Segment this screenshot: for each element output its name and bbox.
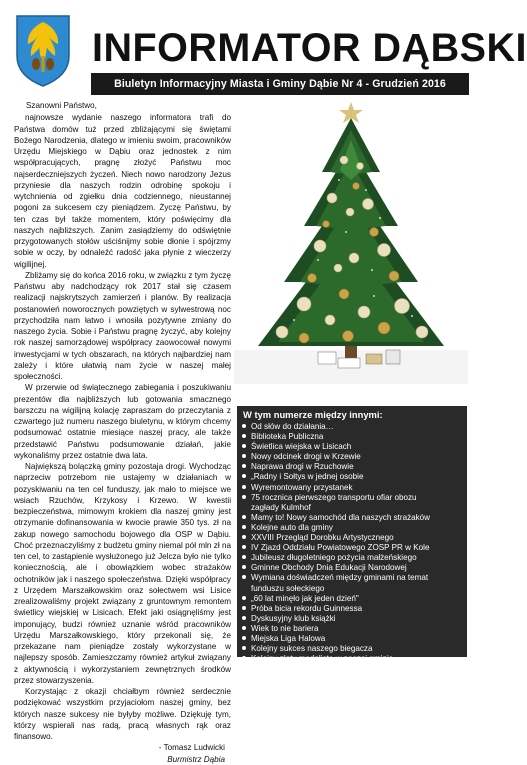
letter-signature-role: Burmistrz Dąbia: [167, 754, 225, 764]
bullet-icon: [242, 575, 246, 579]
newsletter-subtitle: Biuletyn Informacyjny Miasta i Gminy Dąbie Nr 4 - Grudzień 2016: [91, 73, 469, 95]
toc-item: Jubileusz długoletniego pożycia małżeńskiego: [242, 553, 467, 563]
bullet-icon: [242, 444, 246, 448]
bullet-icon: [242, 424, 246, 428]
toc-item: Gminne Obchody Dnia Edukacji Narodowej: [242, 563, 467, 573]
bullet-icon: [242, 656, 246, 660]
toc-item: Biblioteka Publiczna: [242, 432, 467, 442]
table-of-contents: [237, 406, 467, 674]
bullet-icon: [242, 485, 246, 489]
toc-item: Wiek to nie bariera: [242, 624, 467, 634]
toc-item-continuation: funduszu sołeckiego: [251, 583, 325, 593]
bullet-icon: [242, 434, 246, 438]
bullet-icon: [242, 636, 246, 640]
bullet-icon: [242, 555, 246, 559]
town-crest-icon: [14, 12, 72, 88]
bullet-icon: [242, 464, 246, 468]
bullet-icon: [242, 454, 246, 458]
mayor-letter: [14, 100, 231, 764]
letter-greeting: Szanowni Państwo,: [26, 101, 97, 110]
toc-item: XXVIII Przegląd Dorobku Artystycznego: [242, 533, 467, 543]
toc-item: Wyremontowany przystanek: [242, 483, 467, 493]
letter-paragraph: Zbliżamy się do końca 2016 roku, w związku z tym życzę Państwu aby nadchodzący rok 2017 stał się czasem realizacji najskrytszych zamierzeń i planów. By realizacja postanowień noworocznych powziętych w sylwestrową noc przychodziła nam łatwo i wnosiła pozytywne zmiany do naszego życia. Sobie i Państwu pragnę życzyć, aby kolejny rok naszej samorządowej współpracy zaowocował nowymi inwestycjami w tych obszarach, na których najbardziej nam zależy i które ułatwią nam życie w naszej małej społeczności.: [14, 270, 231, 381]
letter-paragraph: Największą bolączką gminy pozostaja drogi. Wychodząc naprzeciw potrzebom nie ustajemy w działaniach w pozyskiwaniu na ten cel funduszy, jak mało to miejsce we wsiach Rzuchów, Krzykosy i Krzewo. W kwestii bezpieczeństwa, mimowym krokiem dla naszej gminy jest otrzymanie dofinansowania w kwocie prawie 350 tys. zł na zakup nowego samochodu bojowego dla OSP w Dąbiu. Choć przeznaczyliśmy z budżetu gminy niemal pół mln zł na ten cel, to zastąpienie wysłużonego już Jelcza było nie tylko koniecznością, ale i obowiązkiem wobec strażaków ochotników jak i naszego społeczeństwa. Dzięki współpracy z Urzędem Marszałkowskim oraz sołectwem wsi Lisice zrealizowaliśmy projekt związany z gruntownym remontem świetlicy wiejskiej w Lisicach. Efekt jaki osiągnęliśmy jest imponujący, budzi również uznanie wśród pracowników Urzędu Marszałkowskiego, który przekonali się, że przekazane nam pieniądze zostały wykorzystane w najlepszy sposób. Zamieszczamy również artykuł związany z aktywnością i wykorzystaniem zewnętrznych środków przez stowarzyszenia.: [14, 462, 231, 685]
toc-item: Kolejne auto dla gminy: [242, 523, 467, 533]
toc-item: Wymiana doświadczeń między gminami na temat: [242, 573, 467, 583]
bullet-icon: [242, 495, 246, 499]
toc-item: Wybitni sportowcy: [242, 664, 467, 674]
bullet-icon: [242, 616, 246, 620]
toc-item: Od słów do działania…: [242, 422, 467, 432]
toc-item: Kolejny sukces naszego biegacza: [242, 644, 467, 654]
toc-item: Nowy odcinek drogi w Krzewie: [242, 452, 467, 462]
newsletter-title: INFORMATOR DĄBSKI: [92, 26, 527, 70]
toc-item: „Radny i Sołtys w jednej osobie: [242, 472, 467, 482]
bullet-icon: [242, 515, 246, 519]
bullet-icon: [242, 565, 246, 569]
letter-signature: - Tomasz Ludwicki: [158, 743, 225, 753]
toc-item: Miejska Liga Halowa: [242, 634, 467, 644]
bullet-icon: [242, 474, 246, 478]
bullet-icon: [242, 626, 246, 630]
toc-item: Dyskusyjny klub książki: [242, 614, 467, 624]
bullet-icon: [242, 535, 246, 539]
bullet-icon: [242, 525, 246, 529]
toc-item-continuation: zagłady Kulmhof: [251, 502, 311, 512]
bullet-icon: [242, 606, 246, 610]
toc-item: Mamy to! Nowy samochód dla naszych strażaków: [242, 513, 467, 523]
toc-item: Próba bicia rekordu Guinnessa: [242, 604, 467, 614]
toc-list: [237, 422, 467, 674]
letter-paragraph: W przerwie od świątecznego zabiegania i poszukiwaniu prezentów dla najbliższych lub gotowania smacznego barszczu na wigilijną kolację zapraszam do przeczytania z czwartego już numeru naszego biuletynu, w którym chcemy podsumować ostatnie miesiące naszej pracy, ale także przedstawić Państwu podsumowanie działań, jakie wykonaliśmy przez ostatnie dwa lata.: [14, 383, 231, 460]
toc-heading: W tym numerze między innymi:: [243, 409, 383, 420]
toc-item: IV Zjazd Oddziału Powiatowego ZOSP PR w Kole: [242, 543, 467, 553]
toc-item: 75 rocznica pierwszego transportu ofiar obozu: [242, 493, 467, 503]
toc-item: Kolejny złoty medalista w naszej gminie: [242, 654, 467, 664]
bullet-icon: [242, 646, 246, 650]
bullet-icon: [242, 545, 246, 549]
bullet-icon: [242, 666, 246, 670]
letter-paragraph: najnowsze wydanie naszego informatora trafi do Państwa domów tuż przed zbliżającymi się świętami Bożego Narodzenia, dlatego w imieniu swoim, pracowników Urzędu Miejskiego w Dąbiu oraz jednostek z nim współpracujących, pragnę złożyć Państwu moc najserdeczniejszych życzeń. Niech nowo narodzony Jezus przyniesie dla naszych rodzin odrobinę spokoju i wytchnienia od zgiełku dnia codziennego, nieustannej pogoni za sukcesem czy pieniądzem. Życzę Państwu, by ten czas był także momentem, który poświęcimy dla naszych najbliższych. Zanim zasiądziemy do odświętnie przygotowanych stołów uściśnijmy sobie dłonie i spójrzmy sobie w oczy, by odnaleźć radość jaka płynie z wieczerzy wigilijnej.: [14, 113, 231, 269]
letter-paragraph: Korzystając z okazji chciałbym również serdecznie podziękować wszystkim przyjaciołom naszej gminy, bez których nasze sukcesy nie byłyby możliwe. Dziękuję tym, którzy wspierali nas radą, pracą własnych rąk oraz finansowo.: [14, 687, 231, 741]
toc-item: Świetlica wiejska w Lisicach: [242, 442, 467, 452]
toc-item: Naprawa drogi w Rzuchowie: [242, 462, 467, 472]
bullet-icon: [242, 596, 246, 600]
toc-item: „60 lat minęło jak jeden dzień": [242, 594, 467, 604]
christmas-tree-icon: [234, 100, 468, 384]
